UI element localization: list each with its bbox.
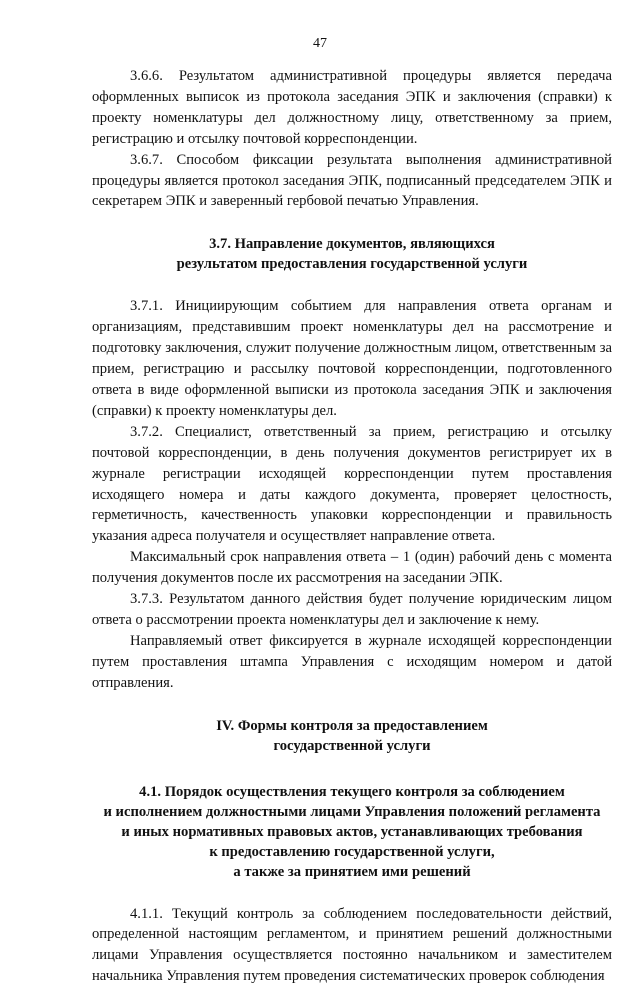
heading-line: и исполнением должностными лицами Управления положений регламента <box>103 803 601 820</box>
section-4-1-heading <box>92 782 612 882</box>
page-number: 47 <box>313 36 327 51</box>
heading-line: результатом предоставления государственной услуги <box>176 256 528 273</box>
paragraph-3-6-7: 3.6.7. Способом фиксации результата выполнения административной процедуры является протокол заседания ЭПК, подписанный председателем ЭПК и секретарем ЭПК и заверенный гербовой печатью Управления. <box>92 151 612 210</box>
heading-line: 4.1. Порядок осуществления текущего контроля за соблюдением <box>139 783 565 800</box>
heading-line: государственной услуги <box>273 737 431 754</box>
heading-line: IV. Формы контроля за предоставлением <box>216 717 488 734</box>
heading-line: и иных нормативных правовых актов, устанавливающих требования <box>121 823 583 840</box>
paragraph-3-7-1: 3.7.1. Инициирующим событием для направления ответа органам и организациям, представившим проект номенклатуры дел на рассмотрение и подготовку заключения, служит получение должностным лицом, ответственным за прием, регистрацию и рассылку почтовой корреспонденции, подготовленного ответа в виде оформленной выписки из протокола заседания ЭПК и заключения (справки) к проекту номенклатуры дел. <box>92 298 612 419</box>
heading-line: к предоставлению государственной услуги, <box>209 843 495 860</box>
document-body <box>92 66 612 987</box>
paragraph-3-6-6: 3.6.6. Результатом административной процедуры является передача оформленных выписок из протокола заседания ЭПК и заключения (справки) к проекту номенклатуры дел должностному лицу, ответственному за прием, регистрацию и отсылку почтовой корреспонденции. <box>92 68 612 147</box>
section-IV-heading <box>92 716 612 756</box>
paragraph-outgoing-registration: Направляемый ответ фиксируется в журнале исходящей корреспонденции путем проставления штампа Управления с исходящим номером и датой отправления. <box>92 632 612 691</box>
section-3-7-heading <box>92 234 612 274</box>
paragraph-max-term: Максимальный срок направления ответа – 1 (один) рабочий день с момента получения документов после их рассмотрения на заседании ЭПК. <box>92 549 612 587</box>
paragraph-3-7-2: 3.7.2. Специалист, ответственный за прием, регистрацию и отсылку почтовой корреспонденции, в день получения документов регистрирует их в журнале регистрации исходящей корреспонденции путем проставления исходящего номера и даты каждого документа, проверяет целостность, герметичность, качественность упаковки корреспонденции и правильность указания адреса получателя и осуществляет направление ответа. <box>92 423 612 545</box>
heading-line: а также за принятием ими решений <box>233 863 471 880</box>
paragraph-4-1-1: 4.1.1. Текущий контроль за соблюдением последовательности действий, определенной настоящим регламентом, и принятием решений должностными лицами Управления осуществляется постоянно начальником и заместителем начальника Управления путем проведения систематических проверок соблюдения <box>92 905 612 985</box>
heading-line: 3.7. Направление документов, являющихся <box>209 236 495 253</box>
paragraph-3-7-3: 3.7.3. Результатом данного действия будет получение юридическим лицом ответа о рассмотрении проекта номенклатуры дел и заключение к нему. <box>92 591 612 628</box>
